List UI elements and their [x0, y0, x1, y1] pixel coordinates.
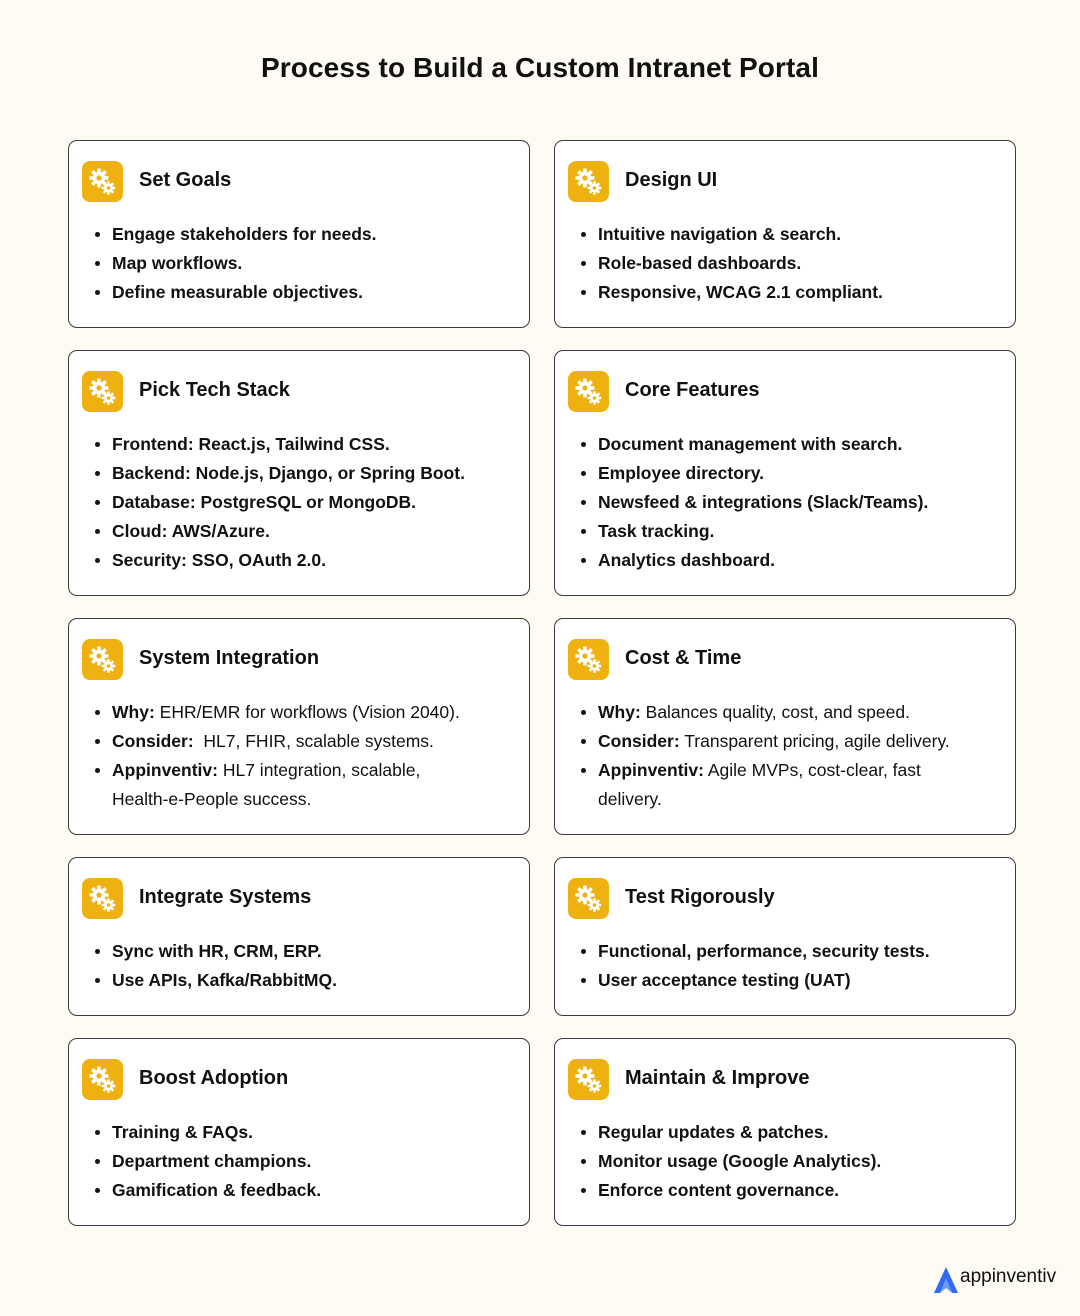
bullet-text: Balances quality, cost, and speed.: [640, 702, 910, 722]
bullet-item: Newsfeed & integrations (Slack/Teams).: [579, 488, 999, 517]
card-title: Test Rigorously: [625, 886, 775, 908]
card-cost-time: [554, 618, 1016, 835]
card-core-features: [554, 350, 1016, 596]
bullet-item: [579, 698, 999, 727]
bullet-list: [93, 937, 513, 995]
bullet-item: Security: SSO, OAuth 2.0.: [93, 546, 513, 575]
bullet-item: Gamification & feedback.: [93, 1176, 513, 1205]
bullet-item: Department champions.: [93, 1147, 513, 1176]
bullet-item: Frontend: React.js, Tailwind CSS.: [93, 430, 513, 459]
bullet-item: [93, 727, 493, 756]
card-title: Integrate Systems: [139, 886, 312, 908]
gears-icon: [568, 878, 609, 919]
card-boost-adoption: [68, 1038, 530, 1226]
bullet-item: Analytics dashboard.: [579, 546, 999, 575]
card-pick-tech-stack: [68, 350, 530, 596]
gears-icon: [82, 1059, 123, 1100]
gears-icon: [82, 639, 123, 680]
bullet-item: Task tracking.: [579, 517, 999, 546]
bullet-item: User acceptance testing (UAT): [579, 966, 999, 995]
bullet-label: Appinventiv:: [112, 760, 218, 780]
card-title: Boost Adoption: [139, 1067, 289, 1089]
bullet-list: [93, 698, 493, 814]
bullet-item: Functional, performance, security tests.: [579, 937, 999, 966]
bullet-item: Regular updates & patches.: [579, 1118, 999, 1147]
bullet-item: Document management with search.: [579, 430, 999, 459]
bullet-list: [93, 220, 513, 307]
bullet-item: Enforce content governance.: [579, 1176, 999, 1205]
card-system-integration: [68, 618, 530, 835]
gears-icon: [82, 371, 123, 412]
bullet-item: Role-based dashboards.: [579, 249, 999, 278]
bullet-text: EHR/EMR for workflows (Vision 2040).: [154, 702, 460, 722]
bullet-label: Why:: [112, 702, 155, 722]
page-title: Process to Build a Custom Intranet Portal: [261, 52, 819, 83]
card-integrate-systems: [68, 857, 530, 1016]
card-maintain-improve: [554, 1038, 1016, 1226]
gears-icon: [568, 371, 609, 412]
bullet-item: Use APIs, Kafka/RabbitMQ.: [93, 966, 513, 995]
bullet-list: [579, 430, 999, 575]
bullet-item: Cloud: AWS/Azure.: [93, 517, 513, 546]
gears-icon: [568, 639, 609, 680]
card-design-ui: [554, 140, 1016, 328]
bullet-item: Training & FAQs.: [93, 1118, 513, 1147]
bullet-list: [579, 220, 999, 307]
bullet-item: Monitor usage (Google Analytics).: [579, 1147, 999, 1176]
bullet-text: Agile MVPs, cost-clear, fast delivery.: [598, 760, 921, 809]
bullet-list: [93, 1118, 513, 1205]
bullet-text: HL7 integration, scalable, Health-e-People success.: [112, 760, 421, 809]
gears-icon: [568, 161, 609, 202]
bullet-item: Backend: Node.js, Django, or Spring Boot.: [93, 459, 513, 488]
bullet-item: Sync with HR, CRM, ERP.: [93, 937, 513, 966]
card-test-rigorously: [554, 857, 1016, 1016]
bullet-text: Transparent pricing, agile delivery.: [679, 731, 950, 751]
bullet-item: Database: PostgreSQL or MongoDB.: [93, 488, 513, 517]
bullet-label: Why:: [598, 702, 641, 722]
card-title: System Integration: [139, 647, 320, 669]
bullet-list: [579, 937, 999, 995]
bullet-item: [93, 756, 457, 814]
bullet-label: Consider:: [598, 731, 680, 751]
card-title: Design UI: [625, 169, 718, 191]
card-title: Core Features: [625, 379, 760, 401]
card-set-goals: [68, 140, 530, 328]
card-title: Maintain & Improve: [625, 1067, 810, 1089]
bullet-item: Engage stakeholders for needs.: [93, 220, 513, 249]
bullet-item: [579, 756, 958, 814]
bullet-text: HL7, FHIR, scalable systems.: [193, 731, 434, 751]
bullet-item: Intuitive navigation & search.: [579, 220, 999, 249]
bullet-item: [579, 727, 999, 756]
bullet-list: [93, 430, 513, 575]
bullet-item: Responsive, WCAG 2.1 compliant.: [579, 278, 999, 307]
bullet-item: Employee directory.: [579, 459, 999, 488]
bullet-item: Map workflows.: [93, 249, 513, 278]
gears-icon: [568, 1059, 609, 1100]
appinventiv-logo-icon: [932, 1266, 960, 1294]
brand-name: appinventiv: [960, 1266, 1057, 1287]
card-title: Pick Tech Stack: [139, 379, 290, 401]
bullet-item: [93, 698, 493, 727]
bullet-list: [579, 698, 999, 814]
card-title: Set Goals: [139, 169, 232, 191]
bullet-label: Appinventiv:: [598, 760, 704, 780]
bullet-label: Consider:: [112, 731, 194, 751]
card-title: Cost & Time: [625, 647, 742, 669]
bullet-list: [579, 1118, 999, 1205]
bullet-item: Define measurable objectives.: [93, 278, 513, 307]
gears-icon: [82, 161, 123, 202]
gears-icon: [82, 878, 123, 919]
